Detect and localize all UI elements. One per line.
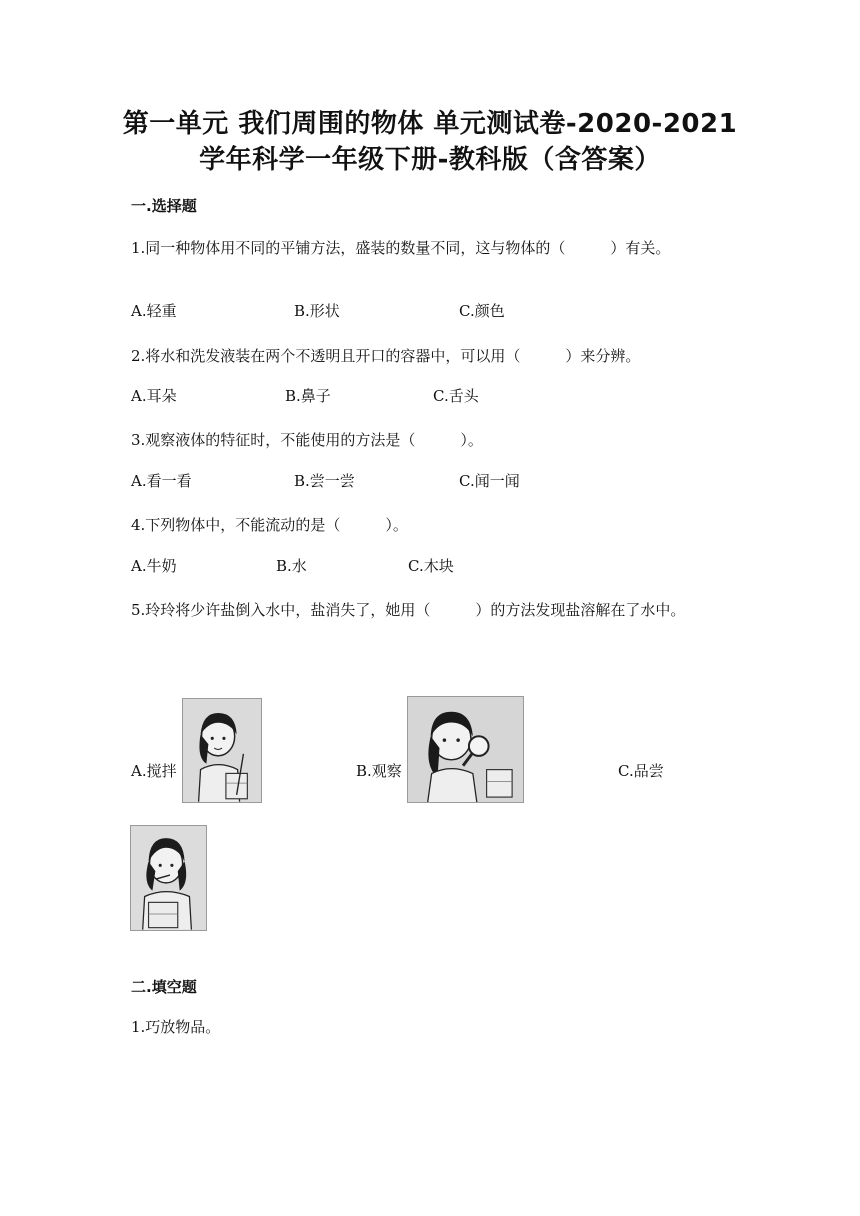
- question-3: 3.观察液体的特征时，不能使用的方法是（ ）。: [131, 431, 483, 449]
- q3-option-c: C.闻一闻: [459, 472, 520, 490]
- title-line-1: 第一单元 我们周围的物体 单元测试卷-2020-2021: [122, 109, 738, 139]
- girl-magnifier-illustration: [407, 696, 524, 803]
- question-2: 2.将水和洗发液装在两个不透明且开口的容器中，可以用（ ）来分辨。: [131, 347, 641, 365]
- fill-question-1: 1.巧放物品。: [131, 1018, 221, 1036]
- girl-magnifier-icon: [408, 697, 523, 802]
- q1-option-c: C.颜色: [459, 302, 505, 320]
- question-1: 1.同一种物体用不同的平铺方法，盛装的数量不同，这与物体的（ ）有关。: [131, 239, 671, 257]
- question-4: 4.下列物体中，不能流动的是（ ）。: [131, 516, 408, 534]
- q3-option-a: A.看一看: [131, 472, 192, 490]
- girl-stirring-icon: [183, 699, 261, 802]
- q4-option-a: A.牛奶: [131, 557, 177, 575]
- q4-option-c: C.木块: [408, 557, 454, 575]
- q2-option-b: B.鼻子: [285, 387, 331, 405]
- q1-option-a: A.轻重: [131, 302, 177, 320]
- q5-option-c: C.品尝: [618, 762, 664, 780]
- q2-option-c: C.舌头: [433, 387, 479, 405]
- question-5: 5.玲玲将少许盐倒入水中，盐消失了，她用（ ）的方法发现盐溶解在了水中。: [131, 601, 686, 619]
- girl-tasting-illustration: [130, 825, 207, 931]
- q5-option-a: A.搅拌: [131, 762, 177, 780]
- girl-stirring-illustration: [182, 698, 262, 803]
- q3-option-b: B.尝一尝: [294, 472, 355, 490]
- page-title: [60, 106, 800, 178]
- q4-option-b: B.水: [276, 557, 307, 575]
- girl-tasting-icon: [131, 826, 206, 930]
- section-heading-choice: 一.选择题: [131, 197, 197, 215]
- section-heading-fill: 二.填空题: [131, 978, 197, 996]
- q5-option-b: B.观察: [356, 762, 402, 780]
- title-line-2: 学年科学一年级下册-教科版（含答案）: [199, 145, 661, 175]
- q2-option-a: A.耳朵: [131, 387, 177, 405]
- q1-option-b: B.形状: [294, 302, 340, 320]
